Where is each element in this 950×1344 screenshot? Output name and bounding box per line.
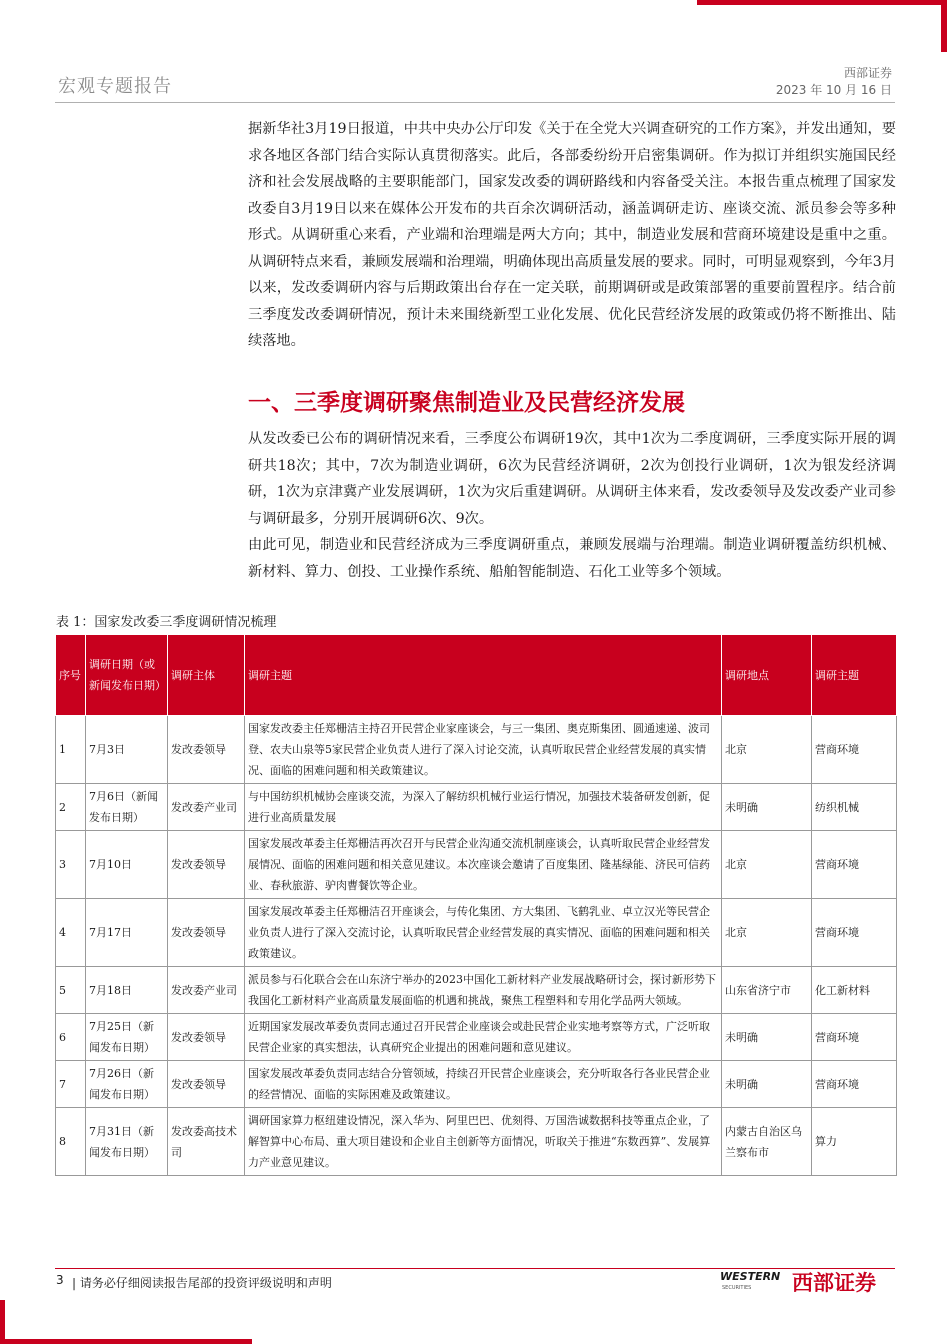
table-row: [56, 1014, 897, 1061]
research-table: [55, 634, 897, 1176]
table-row: [56, 899, 897, 967]
cell-theme: 营商环境: [812, 1014, 897, 1061]
footer-divider: [55, 1268, 895, 1269]
cell-date: 7月26日（新闻发布日期）: [86, 1061, 168, 1108]
cell-subject: 发改委产业司: [168, 967, 245, 1014]
cell-date: 7月31日（新闻发布日期）: [86, 1108, 168, 1176]
col-header-date: 调研日期（或新闻发布日期）: [86, 635, 168, 716]
cell-theme: 营商环境: [812, 1061, 897, 1108]
table-row: [56, 967, 897, 1014]
cell-date: 7月6日（新闻发布日期）: [86, 784, 168, 831]
bottom-left-accent-horizontal: [0, 1339, 252, 1344]
cell-topic: 国家发展改革委负责同志结合分管领域，持续召开民营企业座谈会，充分听取各行各业民营企业的经营情况、面临的实际困难及政策建议。: [245, 1061, 722, 1108]
footer-disclaimer: | 请务必仔细阅读报告尾部的投资评级说明和声明: [72, 1276, 332, 1290]
body-paragraph-3: 由此可见，制造业和民营经济成为三季度调研重点，兼顾发展端与治理端。制造业调研覆盖纺织机械、新材料、算力、创投、工业操作系统、船舶智能制造、石化工业等多个领域。: [248, 537, 896, 580]
report-date: 2023 年 10 月 16 日: [775, 83, 892, 97]
cell-theme: 营商环境: [812, 716, 897, 784]
cell-subject: 发改委领导: [168, 831, 245, 899]
section-title: 一、三季度调研聚焦制造业及民营经济发展: [248, 390, 685, 416]
col-header-index: 序号: [56, 635, 86, 716]
col-header-theme: 调研主题: [812, 635, 897, 716]
cell-location: 内蒙古自治区乌兰察布市: [722, 1108, 812, 1176]
cell-index: 6: [56, 1014, 86, 1061]
cell-date: 7月17日: [86, 899, 168, 967]
cell-location: 北京: [722, 899, 812, 967]
company-name: 西部证券: [843, 66, 892, 80]
cell-location: 北京: [722, 716, 812, 784]
cell-theme: 营商环境: [812, 899, 897, 967]
report-type: 宏观专题报告: [58, 76, 172, 97]
cell-subject: 发改委高技术司: [168, 1108, 245, 1176]
cell-index: 3: [56, 831, 86, 899]
cell-topic: 国家发展改革委主任郑栅洁召开座谈会，与传化集团、方大集团、飞鹤乳业、卓立汉光等民营企业负责人进行了深入交流讨论，认真听取民营企业经营发展的真实情况、面临的困难问题和相关政策建议。: [245, 899, 722, 967]
cell-index: 2: [56, 784, 86, 831]
cell-date: 7月3日: [86, 716, 168, 784]
cell-theme: 算力: [812, 1108, 897, 1176]
disclaimer-text: 请务必仔细阅读报告尾部的投资评级说明和声明: [79, 1276, 332, 1290]
page-number: 3: [56, 1273, 64, 1287]
company-logo-cn: 西部证券: [792, 1271, 876, 1295]
bottom-left-accent-vertical: [0, 1300, 5, 1344]
cell-location: 山东省济宁市: [722, 967, 812, 1014]
intro-paragraph: 据新华社3月19日报道，中共中央办公厅印发《关于在全党大兴调查研究的工作方案》，并发出通知，要求各地区各部门结合实际认真贯彻落实。此后，各部委纷纷开启密集调研。作为拟订并组织实施国民经济和社会发展战略的主要职能部门，国家发改委的调研路线和内容备受关注。本报告重点梳理了国家发改委自3月19日以来在媒体公开发布的共百余次调研活动，涵盖调研走访、座谈交流、派员参会等多种形式。从调研重心来看，产业端和治理端是两大方向；其中，制造业发展和营商环境建设是重中之重。从调研特点来看，兼顾发展端和治理端，明确体现出高质量发展的要求。同时，可明显观察到，今年3月以来，发改委调研内容与后期政策出台存在一定关联，前期调研或是政策部署的重要前置程序。结合前三季度发改委调研情况，预计未来围绕新型工业化发展、优化民营经济发展的政策或仍将不断推出、陆续落地。: [248, 121, 896, 349]
cell-index: 8: [56, 1108, 86, 1176]
company-logo-en-sub: SECURITIES: [722, 1285, 752, 1291]
table-row: [56, 831, 897, 899]
table-row: [56, 1061, 897, 1108]
table-row: [56, 1108, 897, 1176]
table-caption: 表 1：国家发改委三季度调研情况梳理: [56, 615, 277, 630]
cell-subject: 发改委领导: [168, 716, 245, 784]
cell-theme: 纺织机械: [812, 784, 897, 831]
body-paragraph-2: 从发改委已公布的调研情况来看，三季度公布调研19次，其中1次为二季度调研，三季度实际开展的调研共18次；其中，7次为制造业调研，6次为民营经济调研，2次为创投行业调研，1次为银发经济调研，1次为京津冀产业发展调研，1次为灾后重建调研。从调研主体来看，发改委领导及发改委产业司参与调研最多，分别开展调研6次、9次。: [248, 431, 896, 527]
cell-location: 未明确: [722, 1061, 812, 1108]
cell-topic: 国家发改委主任郑栅洁主持召开民营企业家座谈会，与三一集团、奥克斯集团、圆通速递、波司登、农夫山泉等5家民营企业负责人进行了深入讨论交流，认真听取民营企业经营发展的真实情况、面临的困难问题和相关政策建议。: [245, 716, 722, 784]
company-logo-en: WESTERN: [720, 1270, 781, 1283]
cell-index: 4: [56, 899, 86, 967]
cell-topic: 近期国家发展改革委负责同志通过召开民营企业座谈会或赴民营企业实地考察等方式，广泛听取民营企业家的真实想法，认真研究企业提出的困难问题和意见建议。: [245, 1014, 722, 1061]
cell-topic: 派员参与石化联合会在山东济宁举办的2023中国化工新材料产业发展战略研讨会，探讨新形势下我国化工新材料产业高质量发展面临的机遇和挑战，聚焦工程塑料和专用化学品两大领域。: [245, 967, 722, 1014]
top-accent-line: [697, 0, 947, 5]
cell-date: 7月25日（新闻发布日期）: [86, 1014, 168, 1061]
cell-date: 7月10日: [86, 831, 168, 899]
cell-theme: 化工新材料: [812, 967, 897, 1014]
cell-location: 未明确: [722, 784, 812, 831]
cell-index: 5: [56, 967, 86, 1014]
cell-topic: 与中国纺织机械协会座谈交流，为深入了解纺织机械行业运行情况，加强技术装备研发创新，促进行业高质量发展: [245, 784, 722, 831]
cell-subject: 发改委领导: [168, 899, 245, 967]
cell-subject: 发改委领导: [168, 1014, 245, 1061]
cell-location: 北京: [722, 831, 812, 899]
table-row: [56, 784, 897, 831]
cell-topic: 调研国家算力枢纽建设情况，深入华为、阿里巴巴、优刻得、万国浩诚数据科技等重点企业，了解智算中心布局、重大项目建设和企业自主创新等方面情况，听取关于推进“东数西算”、发展算力产业意见建议。: [245, 1108, 722, 1176]
col-header-location: 调研地点: [722, 635, 812, 716]
col-header-topic: 调研主题: [245, 635, 722, 716]
cell-subject: 发改委产业司: [168, 784, 245, 831]
cell-index: 1: [56, 716, 86, 784]
cell-topic: 国家发展改革委主任郑栅洁再次召开与民营企业沟通交流机制座谈会，认真听取民营企业经营发展情况、面临的困难问题和相关意见建议。本次座谈会邀请了百度集团、隆基绿能、济民可信药业、春秋旅游、驴肉曹餐饮等企业。: [245, 831, 722, 899]
col-header-subject: 调研主体: [168, 635, 245, 716]
cell-subject: 发改委领导: [168, 1061, 245, 1108]
cell-index: 7: [56, 1061, 86, 1108]
cell-location: 未明确: [722, 1014, 812, 1061]
header-divider: [55, 102, 895, 103]
right-accent-line: [941, 0, 947, 52]
table-header-row: [56, 635, 897, 716]
cell-theme: 营商环境: [812, 831, 897, 899]
cell-date: 7月18日: [86, 967, 168, 1014]
table-row: [56, 716, 897, 784]
